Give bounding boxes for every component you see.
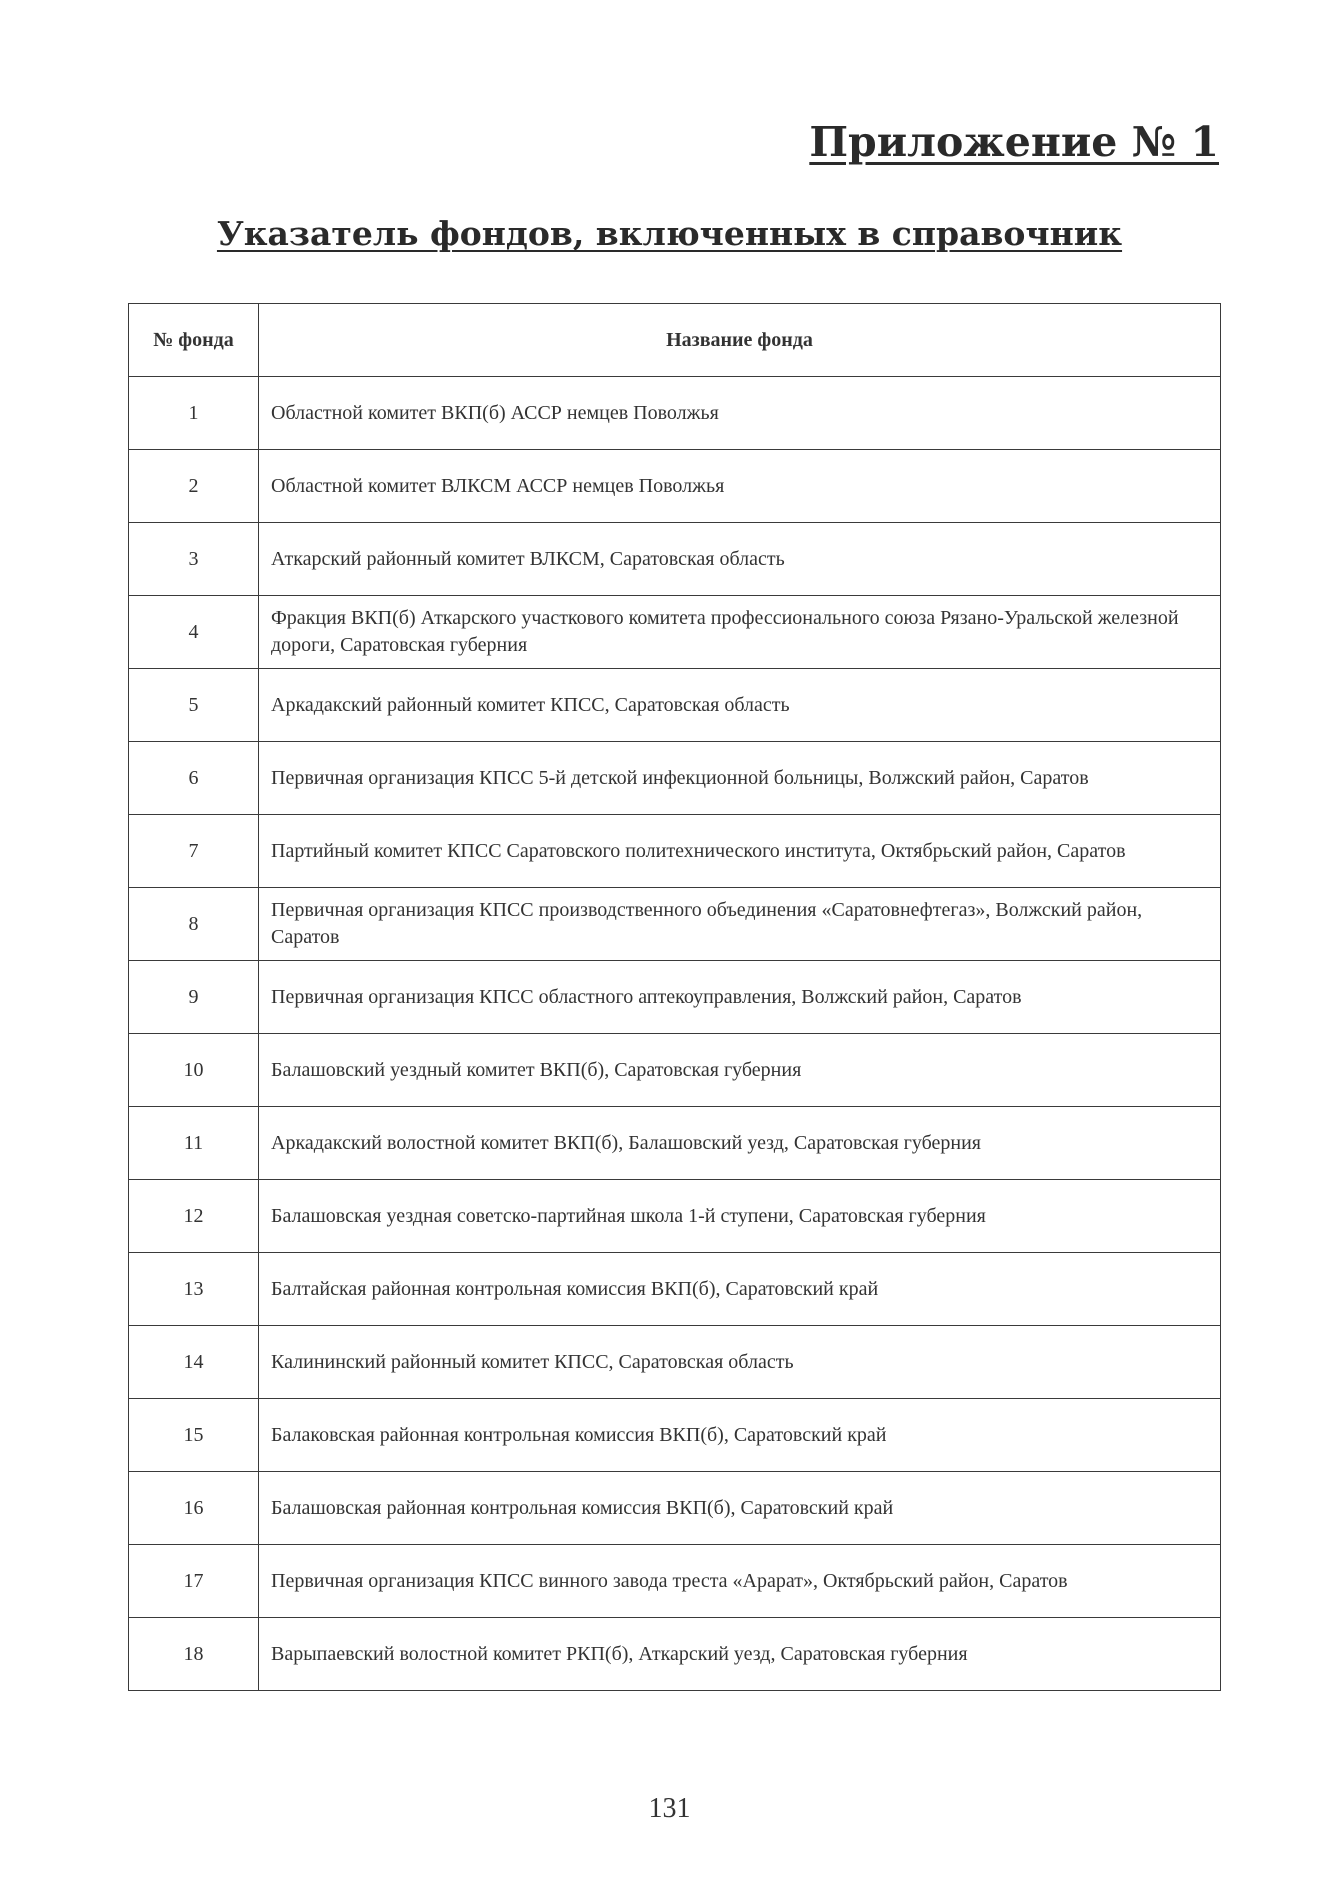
- fund-name-cell: Аткарский районный комитет ВЛКСМ, Саратовская область: [259, 523, 1221, 596]
- table-row: [129, 669, 1221, 742]
- fund-number-cell: 12: [129, 1180, 259, 1253]
- table-row: [129, 1253, 1221, 1326]
- table-row: [129, 742, 1221, 815]
- table-row: [129, 1545, 1221, 1618]
- table-row: [129, 1472, 1221, 1545]
- table-row: [129, 1326, 1221, 1399]
- fund-number-cell: 7: [129, 815, 259, 888]
- column-header-fund-name: Название фонда: [259, 304, 1221, 377]
- table-row: [129, 450, 1221, 523]
- fund-name-cell: Партийный комитет КПСС Саратовского политехнического института, Октябрьский район, Саратов: [259, 815, 1221, 888]
- table-row: [129, 961, 1221, 1034]
- table-row: [129, 1034, 1221, 1107]
- fund-index-table: [128, 303, 1221, 1691]
- fund-name-cell: Областной комитет ВКП(б) АССР немцев Поволжья: [259, 377, 1221, 450]
- page-number: 131: [648, 1793, 691, 1824]
- fund-number-cell: 3: [129, 523, 259, 596]
- fund-number-cell: 18: [129, 1618, 259, 1691]
- table-header-row: [129, 304, 1221, 377]
- index-title: Указатель фондов, включенных в справочник: [216, 214, 1123, 253]
- fund-name-cell: Аркадакский районный комитет КПСС, Саратовская область: [259, 669, 1221, 742]
- fund-name-cell: Областной комитет ВЛКСМ АССР немцев Поволжья: [259, 450, 1221, 523]
- fund-name-cell: Первичная организация КПСС областного аптекоуправления, Волжский район, Саратов: [259, 961, 1221, 1034]
- fund-name-cell: Балаковская районная контрольная комиссия ВКП(б), Саратовский край: [259, 1399, 1221, 1472]
- table-row: [129, 815, 1221, 888]
- fund-number-cell: 15: [129, 1399, 259, 1472]
- table-row: [129, 1399, 1221, 1472]
- fund-number-cell: 13: [129, 1253, 259, 1326]
- fund-name-cell: Балашовский уездный комитет ВКП(б), Саратовская губерния: [259, 1034, 1221, 1107]
- fund-name-cell: Балтайская районная контрольная комиссия ВКП(б), Саратовский край: [259, 1253, 1221, 1326]
- fund-number-cell: 16: [129, 1472, 259, 1545]
- fund-number-cell: 6: [129, 742, 259, 815]
- table-row: [129, 596, 1221, 669]
- table-row: [129, 377, 1221, 450]
- fund-index-table-container: [128, 303, 1221, 1691]
- table-row: [129, 1618, 1221, 1691]
- table-row: [129, 888, 1221, 961]
- fund-number-cell: 14: [129, 1326, 259, 1399]
- fund-name-cell: Балашовская районная контрольная комиссия ВКП(б), Саратовский край: [259, 1472, 1221, 1545]
- fund-name-cell: Первичная организация КПСС 5-й детской инфекционной больницы, Волжский район, Саратов: [259, 742, 1221, 815]
- fund-number-cell: 17: [129, 1545, 259, 1618]
- fund-name-cell: Варыпаевский волостной комитет РКП(б), Аткарский уезд, Саратовская губерния: [259, 1618, 1221, 1691]
- table-body: [129, 377, 1221, 1691]
- fund-number-cell: 11: [129, 1107, 259, 1180]
- fund-name-cell: Аркадакский волостной комитет ВКП(б), Балашовский уезд, Саратовская губерния: [259, 1107, 1221, 1180]
- fund-name-cell: Балашовская уездная советско-партийная школа 1-й ступени, Саратовская губерния: [259, 1180, 1221, 1253]
- table-row: [129, 523, 1221, 596]
- fund-name-cell: Первичная организация КПСС винного завода треста «Арарат», Октябрьский район, Саратов: [259, 1545, 1221, 1618]
- fund-name-cell: Калининский районный комитет КПСС, Саратовская область: [259, 1326, 1221, 1399]
- appendix-title: Приложение № 1: [809, 118, 1219, 166]
- table-row: [129, 1180, 1221, 1253]
- fund-number-cell: 8: [129, 888, 259, 961]
- fund-number-cell: 10: [129, 1034, 259, 1107]
- column-header-fund-number: № фонда: [129, 304, 259, 377]
- fund-name-cell: Фракция ВКП(б) Аткарского участкового комитета профессионального союза Рязано-Уральской железной дороги, Саратовская губерния: [259, 596, 1221, 669]
- fund-number-cell: 4: [129, 596, 259, 669]
- table-row: [129, 1107, 1221, 1180]
- fund-number-cell: 1: [129, 377, 259, 450]
- fund-name-cell: Первичная организация КПСС производственного объединения «Саратовнефтегаз», Волжский район, Саратов: [259, 888, 1221, 961]
- fund-number-cell: 2: [129, 450, 259, 523]
- fund-number-cell: 5: [129, 669, 259, 742]
- fund-number-cell: 9: [129, 961, 259, 1034]
